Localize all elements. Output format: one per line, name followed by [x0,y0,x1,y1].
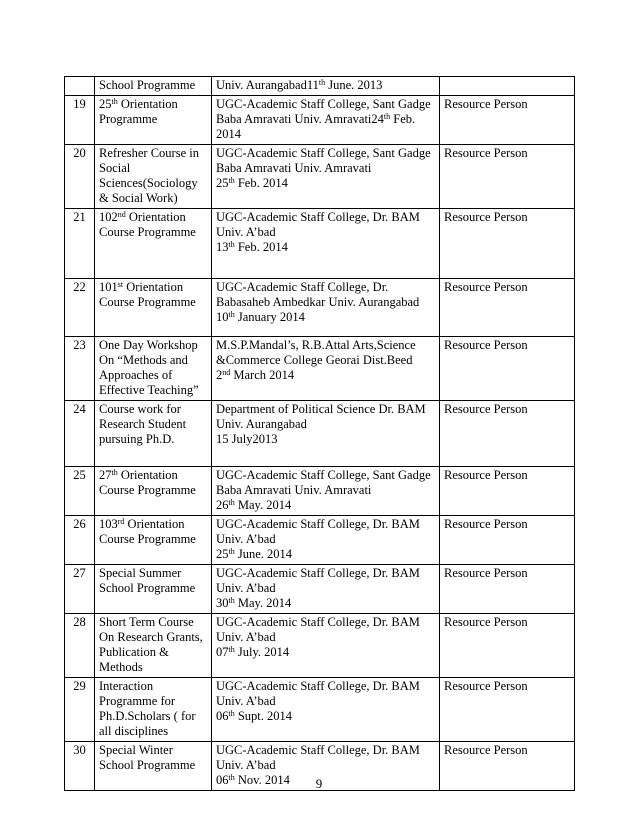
activities-table [64,76,575,791]
programme-cell [95,565,212,614]
serial-number-cell: 20 [65,145,95,209]
cell-line [99,146,207,161]
role-cell: Resource Person [440,565,575,614]
cell-text: Publication & [99,645,169,659]
table-row [65,516,575,565]
serial-number-cell: 30 [65,742,95,791]
cell-text: One Day Workshop [99,338,198,352]
venue-date-cell [212,96,440,145]
cell-text: Course Programme [99,532,196,546]
cell-line [216,517,435,532]
cell-text: 06 [216,709,229,723]
venue-date-cell [212,678,440,742]
cell-line [99,660,207,675]
ordinal-superscript: th [318,78,326,87]
cell-line [99,338,207,353]
cell-line [99,176,207,191]
cell-text: Orientation [117,468,178,482]
cell-text: Methods [99,660,143,674]
cell-text: 102 [99,210,118,224]
cell-line [99,517,207,532]
cell-line [99,295,207,310]
cell-line [216,146,435,161]
cell-text: 103 [99,517,118,531]
venue-date-cell [212,614,440,678]
serial-number-cell: 27 [65,565,95,614]
cell-line [216,630,435,645]
cell-text: &Commerce College Georai Dist.Beed [216,353,413,367]
cell-text: UGC-Academic Staff College, Dr. BAM [216,517,420,531]
cell-line [99,630,207,645]
cell-text: Programme [99,112,158,126]
cell-text: Special Summer [99,566,182,580]
cell-line [99,432,207,447]
cell-text: Baba Amravati Univ. Amravati [216,161,372,175]
serial-number-cell: 26 [65,516,95,565]
cell-text: Supt. 2014 [234,709,293,723]
role-cell: Resource Person [440,337,575,401]
cell-text: 25 [216,176,229,190]
programme-cell [95,678,212,742]
cell-text: Social [99,161,131,175]
cell-line [99,225,207,240]
role-cell [440,77,575,96]
cell-text: Course Programme [99,295,196,309]
cell-text: 06 [216,773,229,787]
cell-line [216,97,435,112]
programme-cell [95,209,212,279]
ordinal-superscript: nd [117,210,126,219]
cell-text: 2014 [216,127,241,141]
cell-text: 27 [99,468,112,482]
cell-text: Research Student [99,417,187,431]
cell-text: UGC-Academic Staff College, Sant Gadge [216,146,431,160]
cell-text: 13 [216,240,229,254]
cell-text: Orientation [124,517,185,531]
cell-line [99,368,207,383]
ordinal-superscript: th [228,547,235,556]
table-row [65,401,575,467]
cell-line [99,161,207,176]
cell-text: Babasaheb Ambedkar Univ. Aurangabad [216,295,420,309]
cell-line [216,225,435,240]
cell-line [216,645,435,660]
cell-text: Univ. A’bad [216,758,276,772]
serial-number-cell: 28 [65,614,95,678]
cell-text: May. 2014 [234,498,292,512]
cell-line [99,615,207,630]
cell-text: July. 2014 [234,645,290,659]
cell-line [216,581,435,596]
cell-text: Course work for [99,402,181,416]
programme-cell [95,337,212,401]
serial-number-cell: 24 [65,401,95,467]
cell-line [216,566,435,581]
cell-text: UGC-Academic Staff College, Dr. [216,280,389,294]
cell-text: UGC-Academic Staff College, Dr. BAM [216,743,420,757]
cell-line [99,112,207,127]
role-cell: Resource Person [440,614,575,678]
role-cell: Resource Person [440,279,575,337]
role-cell: Resource Person [440,145,575,209]
cell-line [216,468,435,483]
cell-text: School Programme [99,78,196,92]
programme-cell [95,77,212,96]
cell-line [99,97,207,112]
cell-text: Univ. A’bad [216,694,276,708]
cell-line [99,743,207,758]
serial-number-cell: 23 [65,337,95,401]
cell-text: 101 [99,280,118,294]
role-cell: Resource Person [440,96,575,145]
programme-cell [95,145,212,209]
venue-date-cell [212,467,440,516]
cell-text: June. 2014 [234,547,293,561]
serial-number-cell: 21 [65,209,95,279]
serial-number-cell: 29 [65,678,95,742]
role-cell: Resource Person [440,742,575,791]
table-row [65,467,575,516]
cell-text: & Social Work) [99,191,178,205]
cell-text: School Programme [99,758,196,772]
cell-text: 2 [216,368,223,382]
cell-text: 10 [216,310,229,324]
venue-date-cell [212,145,440,209]
cell-text: Approaches of [99,368,173,382]
cell-line [216,694,435,709]
cell-line [99,417,207,432]
serial-number-cell: 19 [65,96,95,145]
cell-line [216,310,435,325]
cell-text: 15 July2013 [216,432,278,446]
cell-line [99,581,207,596]
venue-date-cell [212,77,440,96]
cell-line [99,402,207,417]
cell-text: Orientation [117,97,178,111]
cell-line [216,596,435,611]
cell-line [216,112,435,127]
cell-line [216,240,435,255]
programme-cell [95,401,212,467]
cell-line [99,566,207,581]
cell-text: Univ. A’bad [216,630,276,644]
ordinal-superscript: th [228,773,235,782]
role-cell: Resource Person [440,678,575,742]
cell-text: UGC-Academic Staff College, Sant Gadge [216,97,431,111]
cell-text: Baba Amravati Univ. Amravati24 [216,112,384,126]
cell-line [216,402,435,417]
table-row [65,145,575,209]
venue-date-cell [212,279,440,337]
cell-text: Course Programme [99,483,196,497]
cell-line [99,758,207,773]
cell-text: Univ. A’bad [216,532,276,546]
cell-line [99,645,207,660]
cell-line [216,532,435,547]
cell-text: Sciences(Sociology [99,176,198,190]
ordinal-superscript: th [228,498,235,507]
table-row [65,678,575,742]
cell-line [216,709,435,724]
cell-line [216,483,435,498]
cell-text: Programme for [99,694,176,708]
cell-line [216,417,435,432]
cell-line [216,161,435,176]
cell-text: UGC-Academic Staff College, Dr. BAM [216,679,420,693]
cell-text: Univ. A’bad [216,225,276,239]
cell-text: Special Winter [99,743,173,757]
table-row [65,279,575,337]
cell-text: 30 [216,596,229,610]
cell-line [216,210,435,225]
cell-line [99,709,207,724]
cell-text: Feb. [390,112,416,126]
cell-text: School Programme [99,581,196,595]
programme-cell [95,96,212,145]
table-row [65,77,575,96]
programme-cell [95,614,212,678]
cell-text: June. 2013 [325,78,383,92]
cell-line [99,468,207,483]
cell-text: On “Methods and [99,353,188,367]
cell-text: Course Programme [99,225,196,239]
cell-text: UGC-Academic Staff College, Dr. BAM [216,566,420,580]
cell-line [216,498,435,513]
cell-text: Interaction [99,679,154,693]
ordinal-superscript: th [228,645,235,654]
ordinal-superscript: th [228,240,235,249]
cell-text: Orientation [123,280,184,294]
page-number: 9 [315,776,323,791]
cell-text: 25 [216,547,229,561]
cell-line [216,368,435,383]
cell-text: Univ. A’bad [216,581,276,595]
cell-text: January 2014 [234,310,305,324]
cell-text: UGC-Academic Staff College, Dr. BAM [216,210,420,224]
programme-cell [95,467,212,516]
cell-line [99,78,207,93]
cell-text: On Research Grants, [99,630,203,644]
cell-line [216,432,435,447]
cell-text: UGC-Academic Staff College, Dr. BAM [216,615,420,629]
cell-text: 07 [216,645,229,659]
venue-date-cell [212,516,440,565]
serial-number-cell: 25 [65,467,95,516]
cell-text: pursuing Ph.D. [99,432,175,446]
cell-line [99,383,207,398]
cell-text: 25 [99,97,112,111]
table-row [65,337,575,401]
cell-text: Univ. Aurangabad [216,417,307,431]
cell-text: Nov. 2014 [234,773,290,787]
cell-text: Orientation [125,210,186,224]
table-row [65,96,575,145]
serial-number-cell: 22 [65,279,95,337]
table-row [65,565,575,614]
table-row [65,614,575,678]
role-cell: Resource Person [440,467,575,516]
cell-line [99,353,207,368]
cell-line [99,532,207,547]
cell-text: Baba Amravati Univ. Amravati [216,483,372,497]
cell-line [216,615,435,630]
cell-line [216,353,435,368]
cell-text: Ph.D.Scholars ( for [99,709,196,723]
cell-line [216,280,435,295]
cell-text: Feb. 2014 [234,240,288,254]
cell-text: Department of Political Science Dr. BAM [216,402,426,416]
cell-text: Feb. 2014 [234,176,288,190]
cell-text: 26 [216,498,229,512]
cell-text: all disciplines [99,724,169,738]
cell-text: Short Term Course [99,615,194,629]
activities-table-body [65,77,575,791]
cell-line [216,338,435,353]
table-row [65,209,575,279]
cell-line [216,78,435,93]
cell-line [99,191,207,206]
venue-date-cell [212,337,440,401]
cell-line [216,127,435,142]
ordinal-superscript: th [228,596,235,605]
cell-text: M.S.P.Mandal’s, R.B.Attal Arts,Science [216,338,416,352]
cell-line [216,176,435,191]
venue-date-cell [212,565,440,614]
ordinal-superscript: rd [117,517,125,526]
venue-date-cell [212,209,440,279]
ordinal-superscript: th [383,112,391,121]
ordinal-superscript: th [111,97,118,106]
venue-date-cell [212,401,440,467]
cell-text: Refresher Course in [99,146,199,160]
ordinal-superscript: th [111,468,118,477]
cell-text: Effective Teaching” [99,383,199,397]
cell-line [216,295,435,310]
programme-cell [95,279,212,337]
cell-line [216,758,435,773]
cell-line [99,280,207,295]
cell-line [99,724,207,739]
cell-line [99,483,207,498]
ordinal-superscript: th [228,310,235,319]
ordinal-superscript: th [228,709,235,718]
programme-cell [95,516,212,565]
ordinal-superscript: nd [222,368,231,377]
cell-line [99,679,207,694]
role-cell: Resource Person [440,516,575,565]
role-cell: Resource Person [440,209,575,279]
cell-text: May. 2014 [234,596,292,610]
cell-text: UGC-Academic Staff College, Sant Gadge [216,468,431,482]
cell-line [216,547,435,562]
cell-line [99,694,207,709]
cell-text: Univ. Aurangabad11 [216,78,319,92]
cell-text: March 2014 [230,368,295,382]
ordinal-superscript: st [117,280,124,289]
serial-number-cell [65,77,95,96]
cell-line [99,210,207,225]
role-cell: Resource Person [440,401,575,467]
cell-line [216,743,435,758]
cell-line [216,679,435,694]
ordinal-superscript: th [228,176,235,185]
